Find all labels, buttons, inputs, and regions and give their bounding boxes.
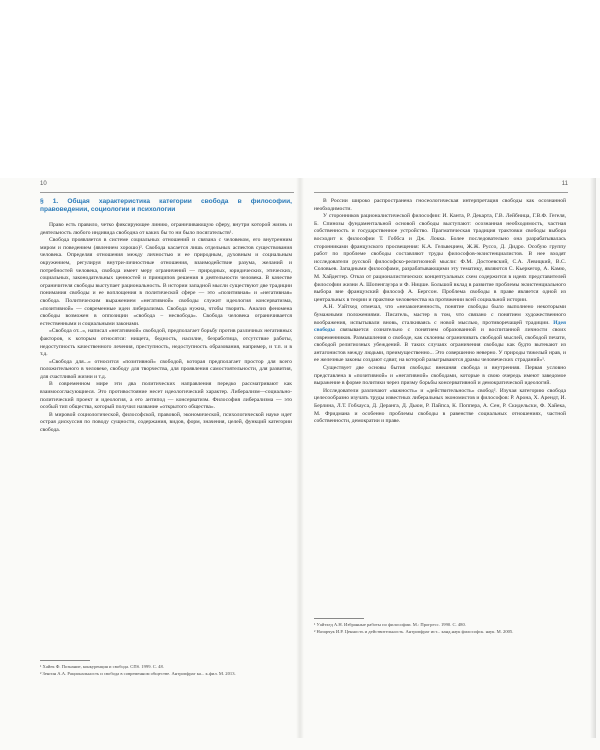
footnote-rule <box>314 618 364 619</box>
header-rule-left <box>40 192 294 193</box>
left-page-content <box>40 198 292 435</box>
right-page <box>300 178 596 738</box>
paragraph: Исследователи различают «важность» и «действительность» свобод². Изучая категорию свобода целесообразно изучать труды известных либеральных экономистов и философов: Р. Арона, Х. Арендт, И. Берлина, Л.Т. Гобхауса, Д. Деранга, Д. Дьюи, Р. Пайпса, К. Поппера, А. Сен, Р. Скидельски, Ф. Хайека, М. Фридмана и особенно проблемы свободы в равенстве социальных отношениях, частной собственности, демократии и праве. <box>314 387 566 425</box>
paragraph-with-highlight: А.Н. Уайтхед отмечал, что «незаконченность, понятие свободы было выполнено некоторыми бумажными положениями. Писатель, мастер в том, что связано с понятием художественного воображения, испытывали вновь, сталкиваясь с новой мыслью, противоречащей традиции. Идея свободы связывается сознательно с понятием образованной и воспитанной личности своих современников. Размышления о свободе, как склонны ограничивать свободой мыслей, свободой печати, свободой религиозных убеждений. В таких случаях ограничения свободы как будто вытекают из антагонистов между людьми, преимущественно... Это совершенно неверно. У природы тяжелый нрав, и ее железные законы создают сдвиг, на которой разыгрываются драмы человеческих страданий»¹. <box>314 304 566 364</box>
right-page-content <box>314 198 566 426</box>
paragraph: Свобода проявляется в системе социальных отношений и связана с человеком, его внутренним миром и поведением (явлением хорошо)². Свобода касается лишь отдельных аспектов существования человека. Определяя отношения между личностью и ее природным, духовным и социальным окружением, регулируя внутри-личностные отношения, взаимодействие разума, желаний и потребностей человека, свобода имеет меру ограничений — природных, юридических, этических, социальных, законодательных ценностей и принципов решения в деятельности человека. В качестве ограничителя свободы выступает рациональность. В истории западной мысли существуют две традиции понимания свободы и ее воплощения в политической сфере — это «позитивная» и «негативная» свобода. Политическим выражением «негативной» свободы служит идеология консерватизма, «позитивной» — современные идеи либерализма. Свобода нужна, чтобы творить. Анализ феномена свободы возможен в оппозиции «свобода – несвобода». Свобода человека ограничивается естественными и социальными законами. <box>40 237 292 327</box>
paragraph: В современном мире эти два политических направления передко рассматривают как взаимосогласующиеся. Это противостояние несет идеологический характер. Либерализм—социально-политический проект и идеология, а его антипод — консерватизм. Философия либерализма — это особый тип общества, который получил название «открытого общества». <box>40 381 292 411</box>
footnote: ¹ Уайтхед А.Н. Избранные работы по философии. М.: Прогресс. 1990. С. 480. <box>314 622 466 627</box>
footnote: ¹ Хайек Ф. Познание, конкуренция и свобода. СПб. 1999. С. 48. <box>40 664 164 669</box>
footnote-rule <box>40 660 90 661</box>
paragraph: Право есть правило, четко фиксирующее линию, ограничивающую сферу, внутри которой жизнь и деятельность любого индивида свободна от каких бы то ни было посягательств¹. <box>40 222 292 236</box>
paragraph: Существует две основы бытия свободы: внешняя свобода и внутренняя. Первая условно представлена в «позитивной» и «негативной» свободами, которые в свою очередь имеют заведомое выражение в форме политики через призму борьбы консервативной и демократической идеологий. <box>314 365 566 387</box>
book-spread <box>0 178 600 750</box>
paragraph: В России широко распространена гносеологическая интерпретация свободы как осознанной необходимости. <box>314 198 566 212</box>
section-heading: § 1. Общая характеристика категории свобода в философии, правоведении, социологии и психологии <box>40 198 292 213</box>
highlighted-phrase: Идея свободы <box>314 319 566 334</box>
paragraph: «Свобода от...», написал «негативной» свободой, предполагает борьбу против различных негативных факторов, к которым относятся: нищета, бедность, насилие, безработица, отсутствие работы, недоступность качественного лечения, преступность, недоступность образования, например, и т.п. и в т.д. <box>40 328 292 358</box>
paragraph: В мировой социологической, философской, правовой, экономической, психологической науке идет острая дискуссия по поводу сущности, содержания, видов, форм, значения, целей, функций категории свобода. <box>40 411 292 434</box>
footnotes-right <box>314 618 566 636</box>
footnote: ² Зенгин А.А. Рациональность и свобода в современном обществе. Антропфраг ка... к.фил. М. 2013. <box>40 671 236 677</box>
page-number-right: 11 <box>561 181 568 187</box>
footnotes-left <box>40 660 292 678</box>
footnote: ² Назарчук И.Р. Ценность и действительность. Антропфраг ист... канд.наук философск. наук. М. 2005. <box>314 629 514 635</box>
paragraph: «Свобода для...» относится «позитивной» свободой, которая предполагает простор для всего положительного в человеке, свободу для творчества, для проявления самостоятельности, для развития, для счастливой жизни и т.д. <box>40 358 292 380</box>
header-rule-right <box>314 192 568 193</box>
page-number-left: 10 <box>40 181 47 187</box>
left-page <box>4 178 300 738</box>
page-edge-shadow <box>590 178 596 738</box>
paragraph: У сторонников рационалистической философии: И. Канта, Р. Декарта, Г.В. Лейбница, Г.В.Ф. Гегеля, Б. Спинозы фундаментальной основой свободы выступают: осознанная необходимость, частная собственность и государственное устройство. Прагматическая традиция трактовки свободы выбора восходит к философии Т. Гоббса и Дж. Локка. Более последовательно она разрабатывалась сторонниками французского просвещения: К.А. Гельвецием, Ж.Ж. Руссо, Д. Дидро. Особую группу работ по проблеме свободы составляют труды философов-экзистенциалистов. В нее входят исследователи русской философско-религиозной мысли: Ф.М. Достоевский, С.А. Левицкий, В.С. Соловьев. Западными философами, разрабатывающими эту тематику, являются С. Кьеркегор, А. Камю, М. Хайдеггер. Отказ от рационалистических концептуальных схем содержится в идеях представителей философии жизни А. Шопенгауэра и Ф. Ницше. Большой вклад в развитие проблемы экзистенциального выбора вне французский философ А. Бергсон. Проблема свободы в праве является одной из центральных в теории и практике человечества на протяжении всей социальной истории. <box>314 213 566 303</box>
